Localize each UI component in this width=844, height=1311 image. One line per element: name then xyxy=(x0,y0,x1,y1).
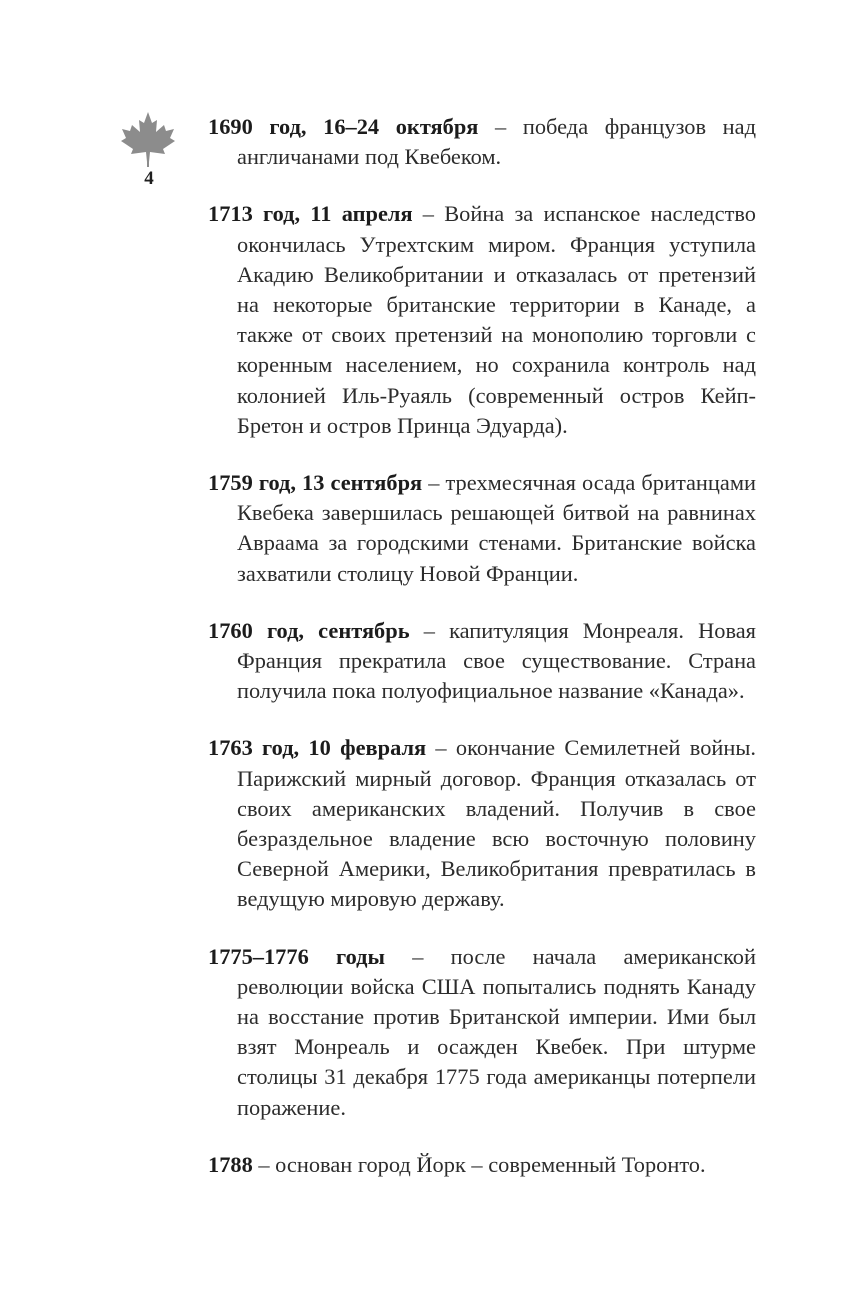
chronology-entry xyxy=(208,733,756,914)
chronology-entry xyxy=(208,616,756,707)
page-number: 4 xyxy=(144,168,154,189)
entry-text: – окончание Семилетней войны. Парижский мирный договор. Франция отказалась от своих американских владений. Получив в свое безраздельное владение всю восточную половину Северной Америки, Великобритания превратилась в ведущую мировую державу. xyxy=(237,735,756,912)
chronology-entry xyxy=(208,942,756,1123)
entry-date: 1713 год, 11 апреля xyxy=(208,201,413,227)
entry-text: – Война за испанское наследство окончилась Утрехтским миром. Франция уступила Акадию Великобритании и отказалась от претензий на некоторые британские территории в Канаде, а также от своих претензий на монополию торговли с коренным населением, но сохранила контроль над колонией Иль-Руаяль (современный остров Кейп-Бретон и остров Принца Эдуарда). xyxy=(237,201,756,438)
entry-date: 1690 год, 16–24 октября xyxy=(208,114,479,139)
chronology-entry xyxy=(208,112,756,172)
entry-date: 1759 год, 13 сентября xyxy=(208,470,423,496)
chronology-list xyxy=(208,112,756,1180)
entry-date: 1775–1776 годы xyxy=(208,943,385,969)
entry-text: – после начала американской революции войска США попытались поднять Канаду на восстание против Британской империи. Ими был взят Монреаль и осажден Квебек. При штурме столицы 31 декабря 1775 года американцы потерпели поражение. xyxy=(237,943,756,1120)
entry-text: – капитуляция Монреаля. Новая Франция прекратила свое существование. Страна получила пока полуофициальное название «Канада». xyxy=(237,617,756,704)
entry-text: – основан город Йорк – современный Торонто. xyxy=(252,1151,706,1177)
chronology-entry xyxy=(208,199,756,441)
chronology-entry xyxy=(208,1150,756,1180)
entry-text: – трехмесячная осада британцами Квебека завершилась решающей битвой на равнинах Авраама за городскими стенами. Британские войска захватили столицу Новой Франции. xyxy=(237,470,756,586)
chronology-entry xyxy=(208,468,756,589)
entry-text: – победа французов над англичанами под Квебеком. xyxy=(237,114,756,170)
entry-date: 1760 год, сентябрь xyxy=(208,617,410,643)
maple-leaf-icon xyxy=(120,110,176,168)
entry-date: 1763 год, 10 февраля xyxy=(208,735,427,761)
entry-date: 1788 xyxy=(208,1151,253,1177)
